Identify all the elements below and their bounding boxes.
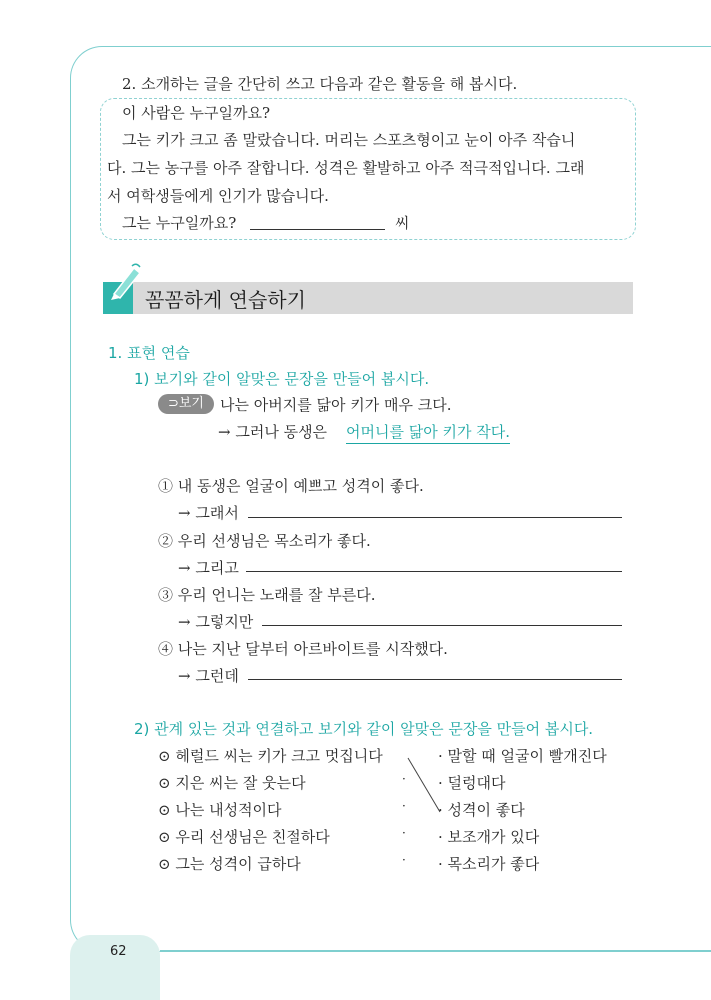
match-dot-left-4: · [402,826,406,840]
practice-heading: 1. 표현 연습 [108,344,190,362]
pencil-icon [108,262,144,300]
item-blank-4[interactable] [248,679,622,680]
item-question-3: ③ 우리 언니는 노래를 잘 부른다. [158,586,376,604]
match-right-5[interactable]: · 목소리가 좋다 [438,855,540,873]
sub-question-1: 1) 보기와 같이 알맞은 문장을 만들어 봅시다. [134,370,430,388]
footer-line [160,950,711,951]
section-title: 꼼꼼하게 연습하기 [145,288,306,312]
match-dot-left-3: · [402,799,406,813]
match-left-5[interactable]: ⊙ 그는 성격이 급하다 [158,855,301,873]
example-answer-wrap [346,421,510,442]
match-right-1[interactable]: · 말할 때 얼굴이 빨개진다 [438,747,607,765]
match-right-3[interactable]: · 성격이 좋다 [438,801,525,819]
match-dot-left-2: · [402,772,406,786]
item-question-4: ④ 나는 지난 달부터 아르바이트를 시작했다. [158,640,448,658]
match-left-2[interactable]: ⊙ 지은 씨는 잘 웃는다 [158,774,306,792]
example-line-2-prefix: → 그러나 동생은 [218,423,328,441]
match-dot-left-5: · [402,853,406,867]
example-tag: ⊃보기 [158,394,214,414]
item-question-2: ② 우리 선생님은 목소리가 좋다. [158,532,371,550]
intro-task: 2. 소개하는 글을 간단히 쓰고 다음과 같은 활동을 해 봅시다. [122,75,518,93]
item-blank-2[interactable] [246,571,622,572]
box-line-3: 다. 그는 농구를 아주 잘합니다. 성격은 활발하고 아주 적극적입니다. 그래 [107,159,585,177]
match-left-4[interactable]: ⊙ 우리 선생님은 친절하다 [158,828,330,846]
box-line-4: 서 여학생들에게 인기가 많습니다. [107,187,329,205]
match-right-2[interactable]: · 덜렁대다 [438,774,506,792]
match-left-1[interactable]: ⊙ 헤럴드 씨는 키가 크고 멋집니다 [158,747,383,765]
answer-blank[interactable] [250,229,385,230]
box-line-1: 이 사람은 누구일까요? [122,104,270,122]
box-line-2: 그는 키가 크고 좀 말랐습니다. 머리는 스포츠형이고 눈이 아주 작습니 [122,131,576,149]
example-answer: 어머니를 닮아 키가 작다. [346,423,510,444]
page-number: 62 [110,944,127,959]
sub-question-2: 2) 관계 있는 것과 연결하고 보기와 같이 알맞은 문장을 만들어 봅시다. [134,720,594,738]
box-question: 그는 누구일까요? [122,214,237,232]
item-blank-3[interactable] [262,625,622,626]
example-line-1: 나는 아버지를 닮아 키가 매우 크다. [220,396,452,414]
answer-suffix: 씨 [395,214,410,232]
item-blank-1[interactable] [248,517,622,518]
match-left-3[interactable]: ⊙ 나는 내성적이다 [158,801,282,819]
match-right-4[interactable]: · 보조개가 있다 [438,828,540,846]
item-answer-label-3: → 그렇지만 [178,613,254,631]
item-answer-label-4: → 그런데 [178,667,239,685]
item-question-1: ① 내 동생은 얼굴이 예쁘고 성격이 좋다. [158,477,424,495]
item-answer-label-1: → 그래서 [178,504,239,522]
item-answer-label-2: → 그리고 [178,559,239,577]
